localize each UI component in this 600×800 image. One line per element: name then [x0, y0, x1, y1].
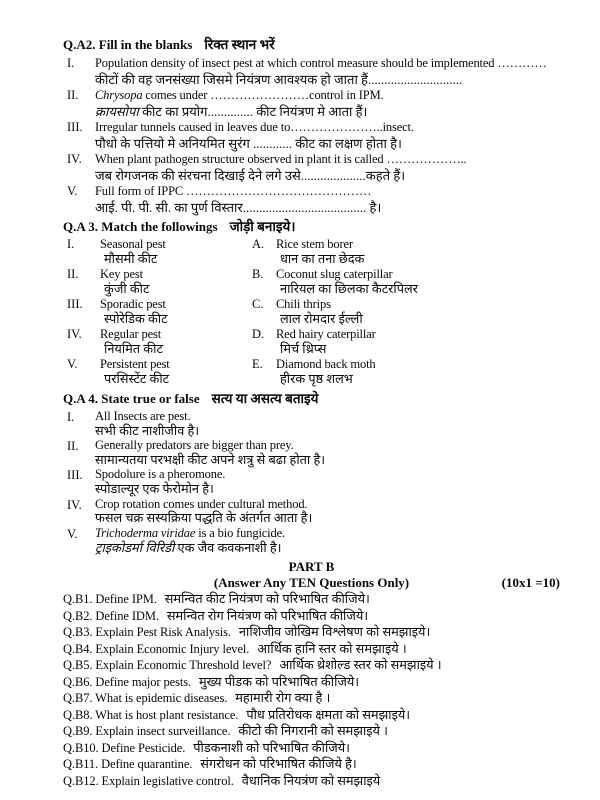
item-number: IV.	[67, 497, 82, 512]
section-heading-qa3	[63, 218, 560, 236]
match-left-number: II.	[67, 267, 79, 281]
item-text-english: When plant pathogen structure observed in plant it is called ………………..	[95, 152, 467, 166]
part-b-question-hindi: नाशिजीव जोखिम विश्लेषण को समझाइये।	[238, 625, 431, 640]
item-number: III.	[67, 120, 83, 134]
item-text-english: Population density of insect pest at which control measure should be implemented …………	[95, 56, 547, 70]
match-left-term-english: Sporadic pest	[100, 297, 166, 311]
item-number: I.	[67, 56, 75, 70]
part-b-question-line	[63, 641, 560, 658]
item-text-english: Trichoderma viridae is a bio fungicide.	[95, 525, 285, 540]
match-right-letter: C.	[252, 297, 264, 311]
item-number: II.	[67, 439, 79, 454]
item-number: IV.	[67, 152, 82, 166]
qa4-title-english: Q.A 4. State true or false	[63, 391, 200, 406]
match-right-term-english: Chili thrips	[276, 297, 331, 311]
match-left-term-hindi: नियमित कीट	[104, 342, 163, 356]
qa4-title-hindi: सत्य या असत्य बताइये	[211, 391, 319, 406]
item-text-hindi: सभी कीट नाशीजीव है।	[95, 423, 200, 438]
item-number: V.	[67, 184, 78, 198]
part-b-question-line	[63, 756, 560, 773]
item-number: III.	[67, 468, 83, 483]
question-item	[63, 409, 560, 438]
part-b-marks: (10x1 =10)	[501, 575, 560, 591]
part-b-question-line	[63, 690, 560, 707]
question-item	[63, 87, 560, 119]
question-item	[63, 151, 560, 183]
match-right-letter: A.	[252, 237, 265, 251]
match-right-letter: E.	[252, 357, 263, 371]
qa2-item-list	[63, 55, 560, 215]
match-right-body	[276, 267, 560, 297]
qa2-title-hindi: रिक्त स्थान भरें	[204, 37, 275, 52]
part-b-question-hindi: मुख्य पीडक को परिभाषित कीजिये।	[199, 674, 360, 689]
match-left-cell	[63, 357, 248, 387]
question-item	[63, 497, 560, 526]
match-right-letter: B.	[252, 267, 264, 281]
match-right-body	[276, 327, 560, 357]
item-text-hindi: फसल चक्र सस्यक्रिया पद्धति के अंतर्गत आता है।	[95, 511, 313, 526]
match-pair-row	[63, 297, 560, 327]
match-left-body	[100, 327, 248, 357]
item-text-english: Generally predators are bigger than prey.	[95, 438, 294, 453]
match-left-term-english: Seasonal pest	[100, 237, 166, 251]
part-b-question-english: Q.B1. Define IPM.	[63, 592, 157, 607]
part-b-question-line	[63, 591, 560, 608]
item-body	[95, 467, 560, 496]
match-right-body	[276, 237, 560, 267]
part-b-question-hindi: वैधानिक नियत्रंण को समझाइये	[241, 773, 381, 788]
item-body	[95, 497, 560, 526]
part-b-question-english: Q.B11. Define quarantine.	[63, 757, 193, 772]
question-item	[63, 467, 560, 496]
section-fill-in-the-blanks	[63, 36, 560, 215]
part-b-question-line	[63, 707, 560, 724]
match-right-body	[276, 357, 560, 387]
item-text-hindi: सामान्यतया परभक्षी कीट अपने शत्रु से बढा होता है।	[95, 453, 326, 467]
part-b-title: PART B	[288, 559, 335, 575]
item-number: II.	[67, 88, 79, 102]
part-b-question-hindi: महामारी रोग क्या है ।	[235, 691, 331, 706]
section-true-or-false	[63, 390, 560, 555]
match-left-body	[100, 357, 248, 387]
part-b-question-english: Q.B10. Define Pesticide.	[63, 740, 186, 755]
item-text-english: All Insects are pest.	[95, 409, 191, 423]
match-right-term-hindi: मिर्च थ्रिप्स	[280, 342, 327, 356]
part-b-question-hindi: पीडकनाशी को परिभाषित कीजिये।	[193, 740, 351, 755]
question-item	[63, 55, 560, 87]
match-left-cell	[63, 237, 248, 267]
part-b-subtitle: (Answer Any TEN Questions Only)	[213, 575, 410, 591]
item-text-hindi: स्पोडाल्यूर एक फेरोमोन है।	[95, 482, 214, 497]
part-b-question-hindi: पौध प्रतिरोधक क्षमता को समझाइये।	[246, 707, 411, 722]
item-text-hindi: क्रायसोपा कीट का प्रयोग.............. कीट नियंत्रण मे आता हैं।	[95, 103, 368, 119]
item-text-english: Spodolure is a pheromone.	[95, 467, 226, 482]
item-body	[95, 438, 560, 467]
part-b-question-line	[63, 674, 560, 691]
part-b-question-english: Q.B8. What is host plant resistance.	[63, 707, 239, 722]
match-right-term-hindi: लाल रोमदार ईल्ली	[280, 312, 363, 326]
item-body	[95, 183, 560, 215]
match-left-number: III.	[67, 297, 83, 311]
item-text-hindi: पौधो के पत्तियो मे अनियमित सुरंग ............ कीट का लक्षण होता है।	[95, 135, 402, 151]
part-b-question-english: Q.B12. Explain legislative control.	[63, 773, 234, 788]
item-text-english: Crop rotation comes under cultural method.	[95, 496, 308, 511]
match-left-body	[100, 297, 248, 327]
item-body	[95, 409, 560, 438]
part-b-question-line	[63, 657, 560, 674]
match-pair-row	[63, 357, 560, 387]
item-body	[95, 119, 560, 151]
section-match-the-followings	[63, 218, 560, 387]
match-left-number: IV.	[67, 327, 82, 341]
item-text-hindi: ट्राइकोडर्मा विरिडी एक जैव कवकनाशी है।	[95, 540, 282, 555]
match-right-cell	[248, 267, 560, 297]
part-b-subtitle-row	[63, 575, 560, 591]
match-left-term-hindi: मौसमी कीट	[104, 252, 158, 266]
match-left-body	[100, 267, 248, 297]
part-b-question-line	[63, 773, 560, 790]
match-right-term-english: Red hairy caterpillar	[276, 327, 376, 341]
match-left-term-hindi: स्पोरेडिक कीट	[104, 312, 168, 326]
part-b-question-hindi: कीटो की निगरानी को समझाइये ।	[238, 724, 389, 739]
item-body	[95, 151, 560, 183]
qa3-match-list	[63, 237, 560, 387]
match-right-term-hindi: हीरक पृष्ठ शलभ	[280, 372, 353, 386]
question-item	[63, 119, 560, 151]
part-b-question-hindi: समन्वित रोग नियंत्रण को परिभाषित कीजिये।	[166, 608, 369, 623]
match-right-letter: D.	[252, 327, 265, 341]
part-b-question-line	[63, 740, 560, 757]
question-item	[63, 526, 560, 555]
match-pair-row	[63, 237, 560, 267]
item-body	[95, 526, 560, 555]
part-b-question-line	[63, 723, 560, 740]
item-body	[95, 55, 560, 87]
qa3-title-hindi: जोड़ी बनाइये।	[229, 219, 296, 234]
match-left-cell	[63, 297, 248, 327]
match-pair-row	[63, 327, 560, 357]
part-b-question-list	[63, 591, 560, 789]
match-right-term-english: Coconut slug caterpillar	[276, 267, 393, 281]
qa2-title-english: Q.A2. Fill in the blanks	[63, 37, 193, 52]
item-number: I.	[67, 410, 75, 424]
match-left-cell	[63, 267, 248, 297]
question-item	[63, 438, 560, 467]
match-right-term-hindi: नारियल का छिलका कैटरपिलर	[280, 282, 418, 296]
match-left-term-english: Persistent pest	[100, 357, 170, 371]
match-right-cell	[248, 357, 560, 387]
part-b-question-english: Q.B4. Explain Economic Injury level.	[63, 641, 250, 656]
match-pair-row	[63, 267, 560, 297]
part-b-question-line	[63, 608, 560, 625]
item-body	[95, 87, 560, 119]
qa4-item-list	[63, 409, 560, 555]
part-b-header	[63, 559, 560, 591]
item-number: V.	[67, 526, 78, 541]
section-part-b	[63, 559, 560, 789]
part-b-question-english: Q.B5. Explain Economic Threshold level?	[63, 658, 272, 673]
item-text-english: Full form of IPPC ………………………………………	[95, 184, 372, 198]
part-b-question-hindi: आर्थिक थ्रेशोल्ड स्तर को समझाइये ।	[279, 658, 442, 673]
section-heading-qa4	[63, 390, 560, 408]
match-right-term-english: Rice stem borer	[276, 237, 353, 251]
part-b-question-english: Q.B6. Define major pests.	[63, 674, 192, 689]
match-right-cell	[248, 297, 560, 327]
match-left-number: V.	[67, 357, 78, 371]
match-right-cell	[248, 327, 560, 357]
item-text-hindi: कीटों की वह जनसंख्या जिसमे नियंत्रण आवश्यक हो जाता हैं.............................	[95, 71, 463, 87]
item-text-hindi: आई. पी. पी. सी. का पुर्ण विस्तार...................................... है।	[95, 199, 382, 215]
match-left-term-hindi: परसिस्टेंट कीट	[104, 372, 170, 386]
part-b-question-line	[63, 624, 560, 641]
match-right-term-hindi: धान का तना छेदक	[280, 252, 365, 266]
match-left-cell	[63, 327, 248, 357]
part-b-question-english: Q.B7. What is epidemic diseases.	[63, 691, 228, 706]
part-b-question-english: Q.B9. Explain insect surveillance.	[63, 724, 231, 739]
part-b-question-hindi: संगरोधन को परिभाषित कीजिये है।	[200, 757, 357, 772]
match-left-term-english: Regular pest	[100, 327, 162, 341]
match-left-term-english: Key pest	[100, 267, 143, 281]
match-right-cell	[248, 237, 560, 267]
item-text-hindi: जब रोगजनक की संरचना दिखाई देने लगे उसे....................कहते हैं।	[95, 167, 406, 183]
section-heading-qa2	[63, 36, 560, 54]
part-b-question-english: Q.B2. Define IDM.	[63, 608, 159, 623]
match-right-term-english: Diamond back moth	[276, 357, 376, 371]
part-b-question-hindi: आर्थिक हानि स्तर को समझाइये ।	[257, 641, 407, 656]
match-right-body	[276, 297, 560, 327]
part-b-question-hindi: समन्वित कीट नियंत्रण को परिभाषित कीजिये।	[164, 592, 370, 607]
match-left-body	[100, 237, 248, 267]
match-left-term-hindi: कुंजी कीट	[104, 282, 150, 296]
item-text-english: Chrysopa comes under ……………………control in IPM.	[95, 88, 384, 102]
question-item	[63, 183, 560, 215]
match-left-number: I.	[67, 237, 75, 251]
item-text-english: Irregular tunnels caused in leaves due to…………………..insect.	[95, 120, 414, 134]
part-b-question-english: Q.B3. Explain Pest Risk Analysis.	[63, 625, 231, 640]
qa3-title-english: Q.A 3. Match the followings	[63, 219, 218, 234]
